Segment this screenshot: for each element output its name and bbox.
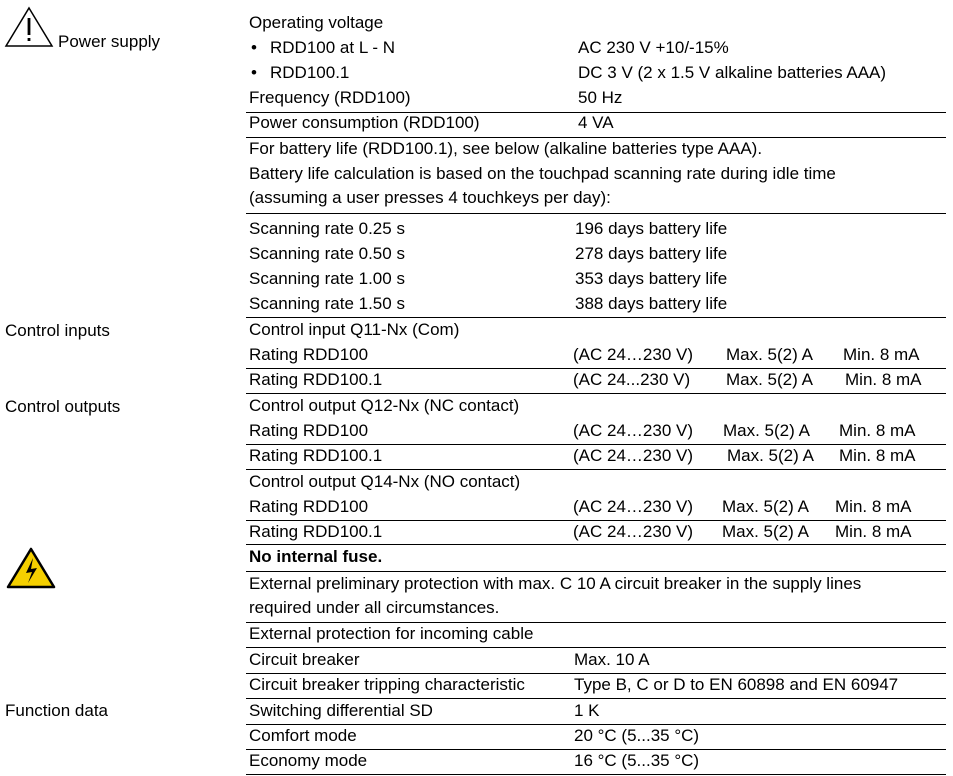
high-voltage-icon (6, 546, 56, 590)
divider (246, 544, 946, 545)
frequency-label: Frequency (RDD100) (249, 88, 411, 107)
rating-min: Min. 8 mA (835, 522, 912, 541)
frequency-value: 50 Hz (578, 88, 623, 107)
control-input-heading: Control input Q11-Nx (Com) (249, 320, 460, 339)
scanning-label: Scanning rate 1.00 s (249, 269, 405, 288)
no-internal-fuse-heading: No internal fuse. (249, 547, 383, 566)
divider (246, 368, 946, 369)
divider (246, 520, 946, 521)
fuse-note: required under all circumstances. (249, 598, 500, 617)
function-data-row-value: 20 °C (5...35 °C) (574, 726, 700, 745)
divider (246, 724, 946, 725)
external-protection-heading: External protection for incoming cable (249, 624, 534, 643)
divider (246, 673, 946, 674)
rating-max: Max. 5(2) A (722, 497, 809, 516)
control-inputs-label: Control inputs (5, 321, 110, 340)
divider (246, 749, 946, 750)
divider (246, 317, 946, 318)
scanning-value: 388 days battery life (575, 294, 728, 313)
rating-range: (AC 24…230 V) (573, 522, 693, 541)
rating-range: (AC 24…230 V) (573, 446, 693, 465)
divider (246, 622, 946, 623)
operating-voltage-heading: Operating voltage (249, 13, 384, 32)
divider (246, 137, 946, 138)
scanning-label: Scanning rate 1.50 s (249, 294, 405, 313)
control-output-no-heading: Control output Q14-Nx (NO contact) (249, 472, 521, 491)
rating-label: Rating RDD100.1 (249, 522, 383, 541)
function-data-row-value: 16 °C (5...35 °C) (574, 751, 700, 770)
scanning-value: 278 days battery life (575, 244, 728, 263)
rating-min: Min. 8 mA (839, 421, 916, 440)
divider (246, 444, 946, 445)
divider (246, 698, 946, 699)
rating-range: (AC 24…230 V) (573, 345, 693, 364)
rating-range: (AC 24…230 V) (573, 421, 693, 440)
rating-max: Max. 5(2) A (726, 370, 813, 389)
tripping-value: Type B, C or D to EN 60898 and EN 60947 (574, 675, 899, 694)
warning-triangle-icon (4, 6, 54, 48)
rdd100-ln-value: AC 230 V +10/-15% (578, 38, 729, 57)
divider (246, 571, 946, 572)
rating-range: (AC 24...230 V) (573, 370, 691, 389)
rating-label: Rating RDD100 (249, 345, 369, 364)
rating-max: Max. 5(2) A (727, 446, 814, 465)
rating-label: Rating RDD100.1 (249, 446, 383, 465)
control-outputs-label: Control outputs (5, 397, 121, 416)
scanning-value: 196 days battery life (575, 219, 728, 238)
rating-max: Max. 5(2) A (722, 522, 809, 541)
scanning-label: Scanning rate 0.25 s (249, 219, 405, 238)
function-data-row-label: Comfort mode (249, 726, 357, 745)
rating-label: Rating RDD100.1 (249, 370, 383, 389)
rating-max: Max. 5(2) A (723, 421, 810, 440)
function-data-row-label: Economy mode (249, 751, 368, 770)
power-supply-label: Power supply (58, 32, 161, 51)
divider (246, 774, 946, 775)
fuse-note: External preliminary protection with max. C 10 A circuit breaker in the supply lines (249, 574, 862, 593)
divider (246, 469, 946, 470)
rating-min: Min. 8 mA (843, 345, 920, 364)
consumption-value: 4 VA (578, 113, 614, 132)
scanning-label: Scanning rate 0.50 s (249, 244, 405, 263)
battery-note: Battery life calculation is based on the touchpad scanning rate during idle time (249, 164, 836, 183)
function-data-label: Function data (5, 701, 109, 720)
circuit-breaker-value: Max. 10 A (574, 650, 650, 669)
rdd100-1-value: DC 3 V (2 x 1.5 V alkaline batteries AAA) (578, 63, 887, 82)
rating-min: Min. 8 mA (839, 446, 916, 465)
circuit-breaker-label: Circuit breaker (249, 650, 360, 669)
rdd100-1-label: • RDD100.1 (270, 63, 349, 83)
scanning-value: 353 days battery life (575, 269, 728, 288)
rating-label: Rating RDD100 (249, 497, 369, 516)
rating-min: Min. 8 mA (835, 497, 912, 516)
control-output-nc-heading: Control output Q12-Nx (NC contact) (249, 396, 520, 415)
function-data-row-value: 1 K (574, 701, 600, 720)
function-data-row-label: Switching differential SD (249, 701, 433, 720)
consumption-label: Power consumption (RDD100) (249, 113, 480, 132)
divider (246, 647, 946, 648)
tripping-label: Circuit breaker tripping characteristic (249, 675, 525, 694)
battery-note: (assuming a user presses 4 touchkeys per day): (249, 188, 611, 207)
battery-note: For battery life (RDD100.1), see below (alkaline batteries type AAA). (249, 139, 763, 158)
rdd100-ln-label: • RDD100 at L - N (270, 38, 395, 58)
rating-range: (AC 24…230 V) (573, 497, 693, 516)
rating-label: Rating RDD100 (249, 421, 369, 440)
divider (246, 213, 946, 214)
rating-max: Max. 5(2) A (726, 345, 813, 364)
rating-min: Min. 8 mA (845, 370, 922, 389)
divider (246, 393, 946, 394)
